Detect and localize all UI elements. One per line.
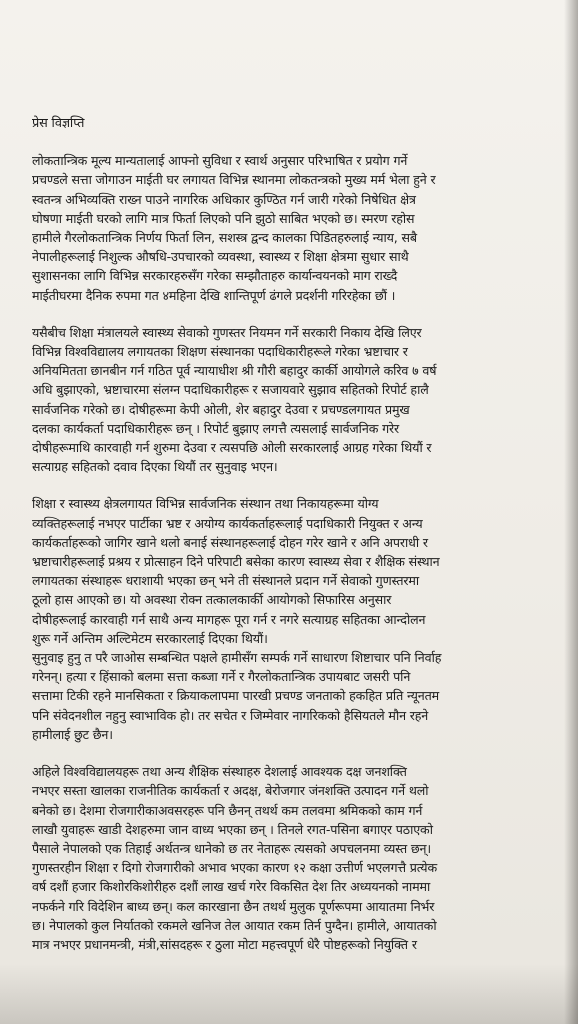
text-line: सत्तामा टिकी रहने मानसिकता र क्रियाकलापमा पारखी प्रचण्ड जनताको हकहित प्रति न्यूनतम xyxy=(32,688,439,704)
paragraph-2 xyxy=(32,323,556,477)
press-release-body xyxy=(32,114,556,972)
text-line: ठूलो हास आएको छ। यो अवस्था रोक्न तत्कालकार्की आयोगको सिफारिस अनुसार xyxy=(32,592,392,608)
text-line: अहिले विश्वविद्यालयहरू तथा अन्य शैक्षिक संस्थाहरु देशलाई आवश्यक दक्ष जनशक्ति xyxy=(32,764,407,780)
text-line: कार्यकर्ताहरूको जागिर खाने थलो बनाई संस्थानहरूलाई दोहन गरेर खाने र अनि अपराधी र xyxy=(32,534,428,550)
text-line: हामीलाई छुट छैन। xyxy=(32,726,113,742)
text-line: भ्रष्टाचारीहरूलाई प्रश्रय र प्रोत्साहन दिने परिपाटी बसेका कारण स्वास्थ्य सेवा र शैक्षिक संस्थान xyxy=(32,554,440,570)
text-line: नफर्कने गरि विदेशिन बाध्य छन्। कल कारखाना छैन तथर्थ मुलुक पूर्णरूपमा आयातमा निर्भर xyxy=(32,898,435,914)
text-line: नभएर सस्ता खालका राजनीतिक कार्यकर्ता र अदक्ष, बेरोजगार जंनशक्ति उत्पादन गर्ने थलो xyxy=(32,783,429,799)
text-line: अनियमितता छानबीन गर्न गठित पूर्व न्यायाधीश श्री गौरी बहादुर कार्की आयोगले करिव ७ वर्ष xyxy=(32,363,437,379)
text-line: सुशासनका लागि विभिन्न सरकारहरुसँग गरेका सम्झौताहरु कार्यान्वयनको माग राख्दै xyxy=(32,268,398,284)
text-line: सार्वजनिक गरेको छ। दोषीहरूमा केपी ओली, शेर बहादुर देउवा र प्रचण्डलगायत प्रमुख xyxy=(32,401,410,417)
text-line: दोषीहरूलाई कारवाही गर्न साथै अन्य मागहरू पूरा गर्न र नगरे सत्याग्रह सहितका आन्दोलन xyxy=(32,611,426,627)
text-line: शिक्षा र स्वास्थ्य क्षेत्रलगायत विभिन्न सार्वजनिक संस्थान तथा निकायहरूमा योग्य xyxy=(32,496,379,512)
text-line: लगायतका संस्थाहरू धराशायी भएका छन् भने ती संस्थानले प्रदान गर्ने सेवाको गुणस्तरमा xyxy=(32,573,419,589)
text-line: पनि संवेदनशील नहुनु स्वाभाविक हो। तर सचेत र जिम्मेवार नागरिकको हैसियतले मौन रहने xyxy=(32,707,429,723)
text-line: सुनुवाइ हुनु त परै जाओस सम्बन्धित पक्षले हामीसँग सम्पर्क गर्ने साधारण शिष्टाचार पनि निर्वाह xyxy=(32,650,442,666)
document-title: प्रेस विज्ञप्ति xyxy=(32,116,85,131)
text-line: गुणस्तरहीन शिक्षा र दिगो रोजगारीको अभाव भएका कारण १२ कक्षा उत्तीर्ण भएलगत्तै प्रत्येक xyxy=(32,860,437,876)
text-line: पैसाले नेपालको एक तिहाई अर्थतन्त्र धानेको छ तर नेताहरू त्यसको अपचलनमा व्यस्त छन्। xyxy=(32,840,431,856)
text-line: बनेको छ। देशमा रोजगारीकाअवसरहरू पनि छैनन् तथर्थ कम तलवमा श्रमिकको काम गर्न xyxy=(32,802,423,818)
text-line: यसैबीच शिक्षा मंत्रालयले स्वास्थ्य सेवाको गुणस्तर नियमन गर्ने सरकारी निकाय देखि लिएर xyxy=(32,324,422,340)
text-line: घोषणा माईती घरको लागि मात्र फिर्ता लिएको पनि झुठो साबित भएको छ। स्मरण रहोस xyxy=(32,210,415,226)
paragraphs-container xyxy=(32,151,556,954)
text-line: स्वतन्त्र अभिव्यक्ति राख्न पाउने नागरिक अधिकार कुण्ठित गर्न जारी गरेको निषेधित क्षेत्र xyxy=(32,191,416,207)
text-line: लाखौ युवाहरू खाडी देशहरुमा जान वाध्य भएका छन् । तिनले रगत-पसिना बगाएर पठाएको xyxy=(32,821,433,837)
paragraph-1 xyxy=(32,151,556,305)
text-line: विभिन्न विश्वविद्यालय लगायतका शिक्षण संस्थानका पदाधिकारीहरूले गरेका भ्रष्टाचार र xyxy=(32,344,408,360)
text-line: प्रचण्डले सत्ता जोगाउन माईती घर लगायत विभिन्न स्थानमा लोकतन्त्रको मुख्य मर्म भेला हुने र xyxy=(32,172,436,188)
text-line: सत्याग्रह सहितको दवाव दिएका थियौं तर सुनुवाइ भएन। xyxy=(32,459,278,475)
text-line: छ। नेपालको कुल निर्यातको रकमले खनिज तेल आयात रकम तिर्न पुग्दैन। हामीले, आयातको xyxy=(32,917,437,933)
text-line: शुरू गर्ने अन्तिम अल्टिमेटम सरकारलाई दिएका थियौं। xyxy=(32,630,268,646)
paragraph-3 xyxy=(32,494,556,744)
text-line: नेपालीहरूलाई निशुल्क औषधि-उपचारको व्यवस्था, स्वास्थ्य र शिक्षा क्षेत्रमा सुधार साथै xyxy=(32,249,409,265)
paragraph-4 xyxy=(32,762,556,954)
text-line: दोषीहरूमाथि कारवाही गर्न शुरुमा देउवा र त्यसपछि ओली सरकारलाई आग्रह गरेका थियौं र xyxy=(32,440,432,456)
text-line: दलका कार्यकर्ता पदाधिकारीहरू छन् । रिपोर्ट बुझाए लगत्तै त्यसलाई सार्वजनिक गरेर xyxy=(32,420,400,436)
text-line: अधि बुझाएको, भ्रष्टाचारमा संलग्न पदाधिकारीहरू र सजायवारे सुझाव सहितको रिपोर्ट हालै xyxy=(32,382,429,398)
text-line: गरेनन्। हत्या र हिंसाको बलमा सत्ता कब्जा गर्ने र गैरलोकतान्त्रिक उपायबाट जसरी पनि xyxy=(32,669,411,685)
page-edge-shadow xyxy=(564,0,578,1024)
text-line: हामीले गैरलोकतान्त्रिक निर्णय फिर्ता लिन, सशस्त्र द्वन्द कालका पिडितहरुलाई न्याय, सबै xyxy=(32,230,417,246)
page-bottom-shadow xyxy=(0,964,578,1024)
text-line: माईतीघरमा दैनिक रुपमा गत ४महिना देखि शान्तिपूर्ण ढंगले प्रदर्शनी गरिरहेका छौं । xyxy=(32,287,396,303)
text-line: व्यक्तिहरूलाई नभएर पार्टीका भ्रष्ट र अयोग्य कार्यकर्ताहरूलाई पदाधिकारी नियुक्त र अन्य xyxy=(32,515,423,531)
text-line: वर्ष दशौं हजार किशोरकिशोरीहरु दशौं लाख खर्च गरेर विकसित देश तिर अध्ययनको नाममा xyxy=(32,879,431,895)
text-line: मात्र नभएर प्रधानमन्त्री, मंत्री,सांसदहरू र ठुला मोटा महत्त्वपूर्ण धेरै पोष्टहरूको नियुक्ति र xyxy=(32,936,417,952)
text-line: लोकतान्त्रिक मूल्य मान्यतालाई आफ्नो सुविधा र स्वार्थ अनुसार परिभाषित र प्रयोग गर्ने xyxy=(32,153,408,169)
